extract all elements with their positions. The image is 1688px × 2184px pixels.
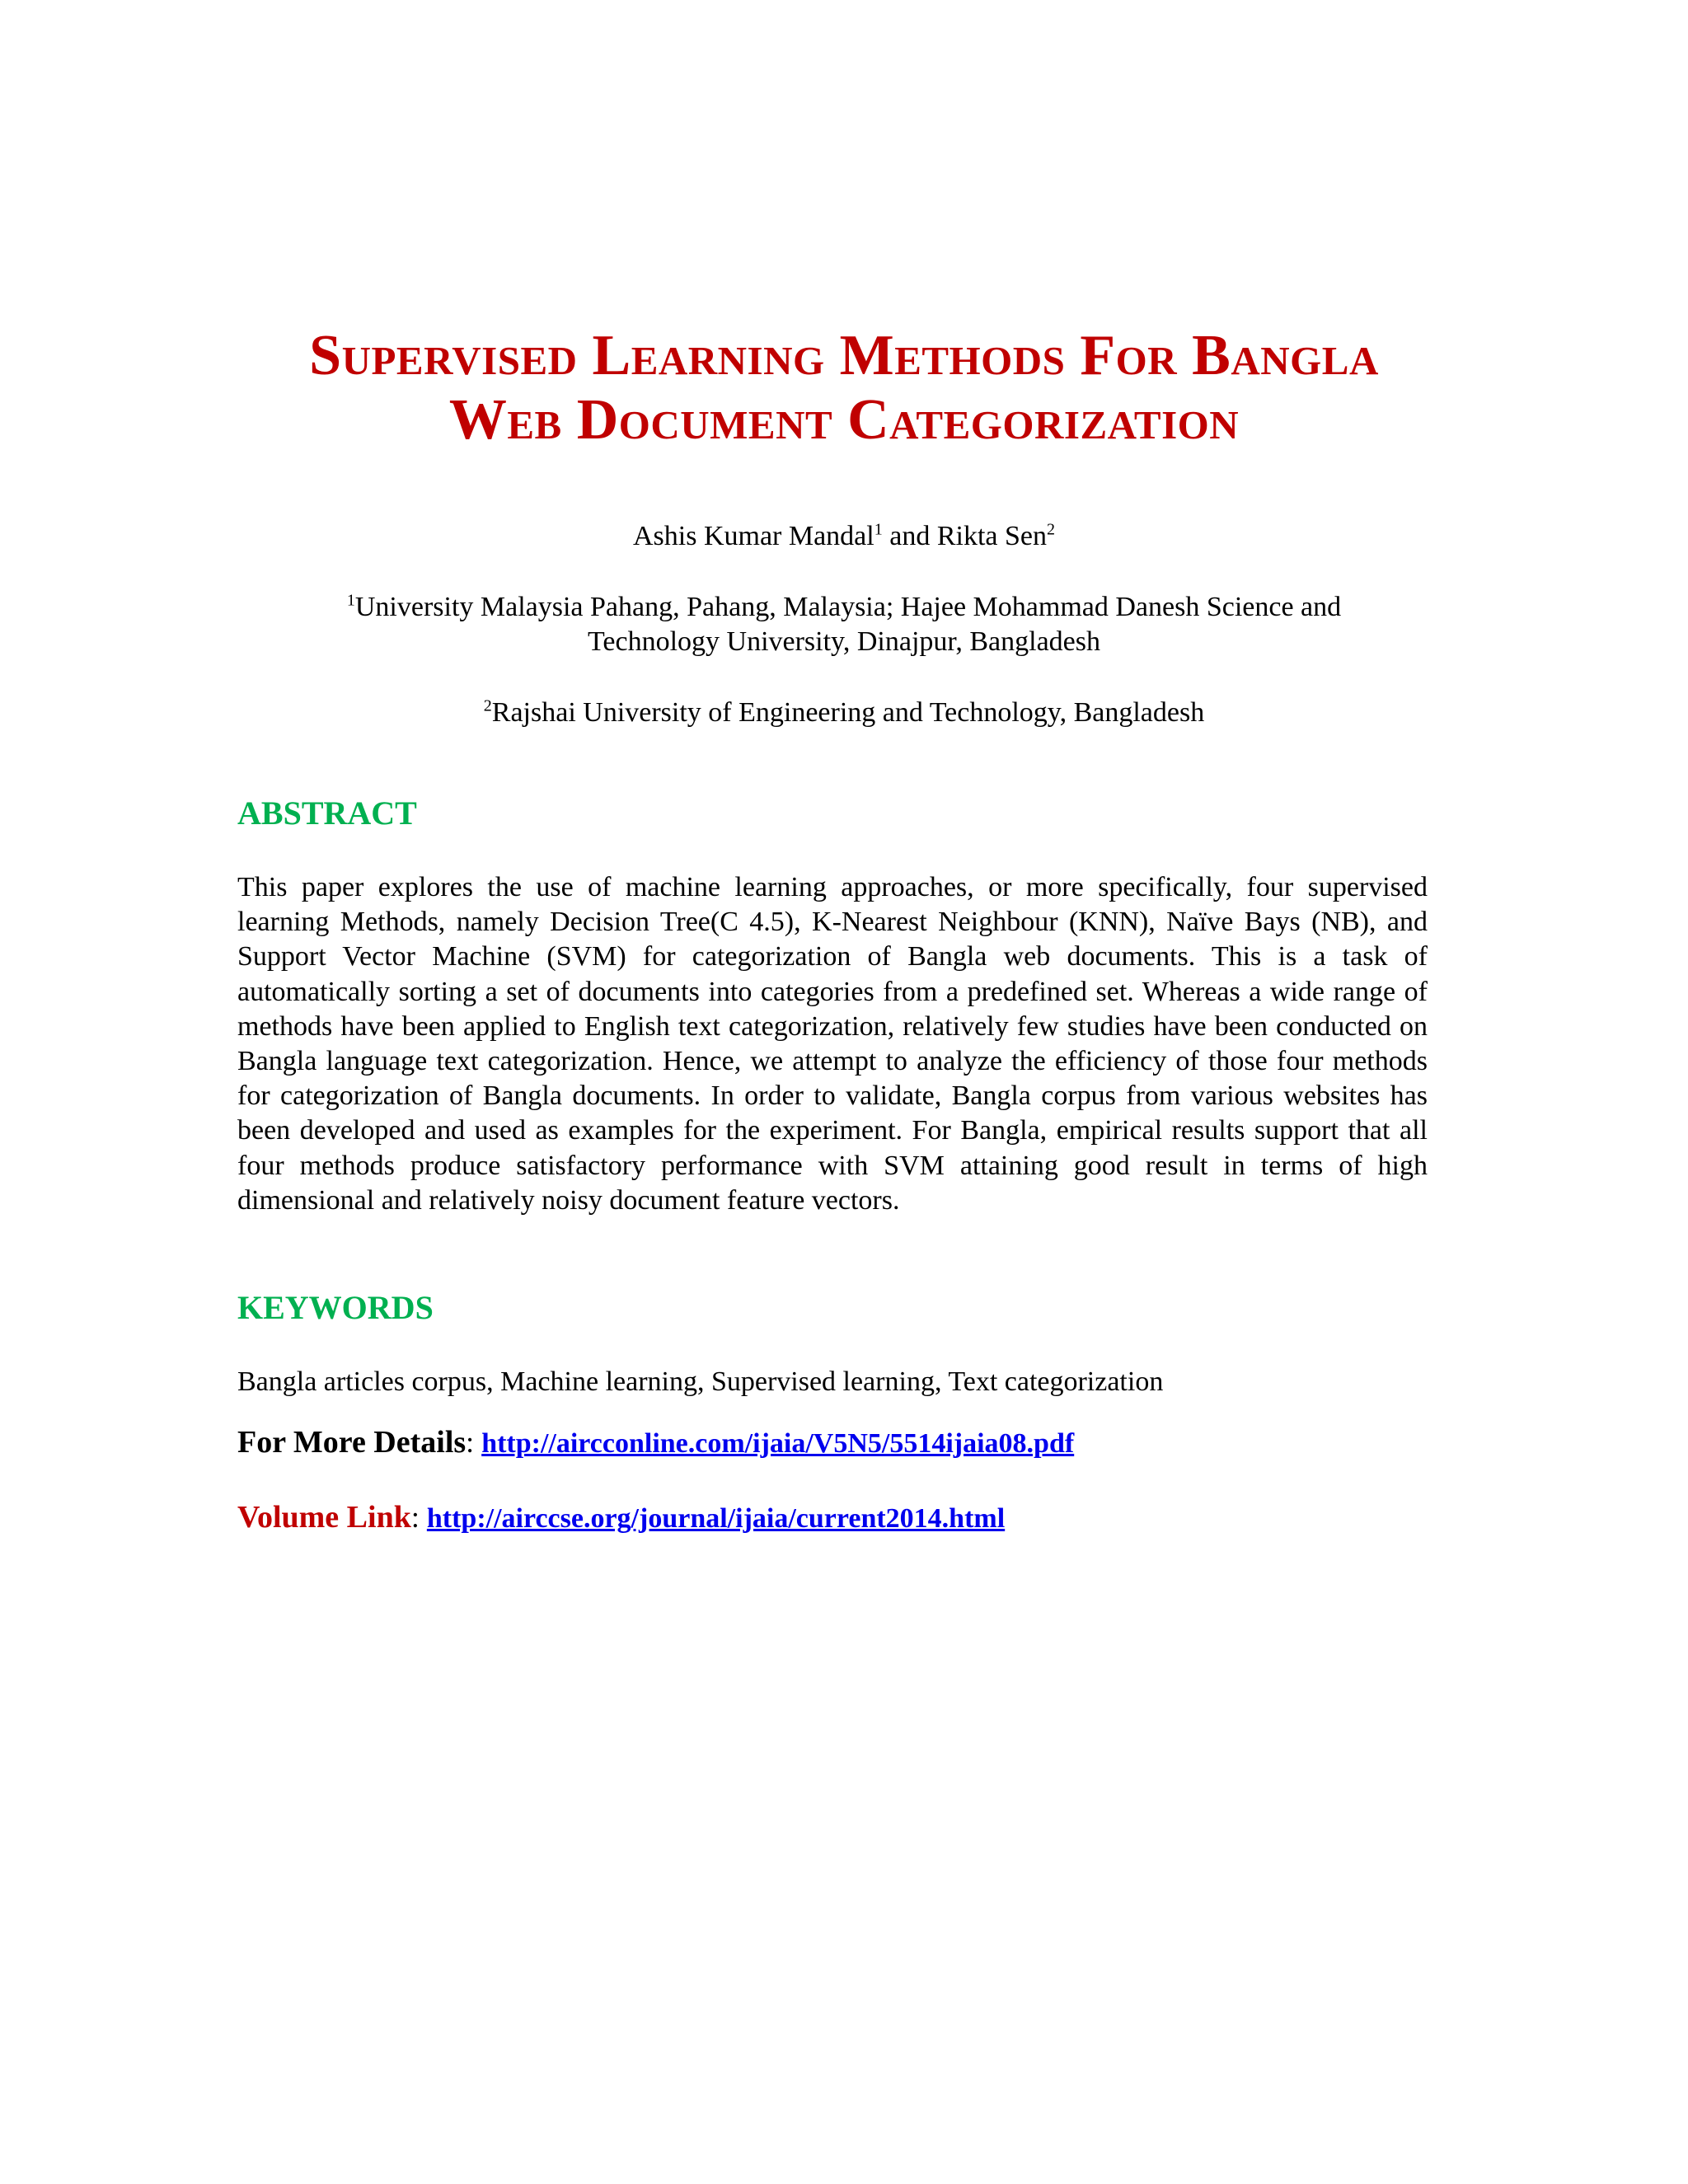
more-details-label: For More Details xyxy=(237,1425,467,1460)
affiliation-1-line-1 xyxy=(0,590,1688,625)
volume-link[interactable]: http://airccse.org/journal/ijaia/current2014.html xyxy=(426,1503,1006,1534)
author-2-name: Rikta Sen xyxy=(936,521,1047,551)
affiliation-2 xyxy=(0,696,1688,730)
affiliation-2-mark: 2 xyxy=(483,696,492,715)
volume-link-label: Volume Link xyxy=(237,1500,411,1535)
more-details-line xyxy=(237,1423,1074,1463)
author-1-name: Ashis Kumar Mandal xyxy=(632,521,874,551)
affiliation-1-text: University Malaysia Pahang, Pahang, Malaysia; Hajee Mohammad Danesh Science and xyxy=(354,592,1342,622)
paper-title-line-2: Web Document Categorization xyxy=(448,388,1240,452)
affiliation-1-line-2: Technology University, Dinajpur, Bangladesh xyxy=(588,626,1100,657)
affiliation-2-text: Rajshai University of Engineering and Technology, Bangladesh xyxy=(491,697,1205,728)
affiliation-1-mark: 1 xyxy=(346,591,355,610)
author-conjunction: and xyxy=(882,521,937,551)
more-details-separator: : xyxy=(466,1426,482,1459)
volume-link-separator: : xyxy=(410,1501,427,1534)
keywords-heading: KEYWORDS xyxy=(237,1289,434,1326)
abstract-heading: ABSTRACT xyxy=(237,794,417,832)
abstract-text: This paper explores the use of machine learning approaches, or more specifically, four supervised learning Methods, namely Decision Tree(C 4.5), K-Nearest Neighbour (KNN), Naïve Bays (NB), and Support Vector Machine (SVM) for categorization of Bangla web documents. This is a task of automatically sorting a set of documents into categories from a predefined set. Whereas a wide range of methods have been applied to English text categorization, relatively few studies have been conducted on Bangla language text categorization. Hence, we attempt to analyze the efficiency of those four methods for categorization of Bangla documents. In order to validate, Bangla corpus from various websites has been developed and used as examples for the experiment. For Bangla, empirical results support that all four methods produce satisfactory performance with SVM attaining good result in terms of high dimensional and relatively noisy document feature vectors. xyxy=(237,872,1428,1216)
author-list xyxy=(0,519,1688,554)
paper-title-line-1: Supervised Learning Methods For Bangla xyxy=(309,324,1379,387)
keywords-text: Bangla articles corpus, Machine learning, Supervised learning, Text categorization xyxy=(237,1366,1164,1397)
author-2-affiliation-mark: 2 xyxy=(1047,520,1055,539)
volume-link-line xyxy=(237,1498,1005,1538)
author-1-affiliation-mark: 1 xyxy=(874,520,883,539)
more-details-link[interactable]: http://aircconline.com/ijaia/V5N5/5514ijaia08.pdf xyxy=(481,1428,1075,1459)
